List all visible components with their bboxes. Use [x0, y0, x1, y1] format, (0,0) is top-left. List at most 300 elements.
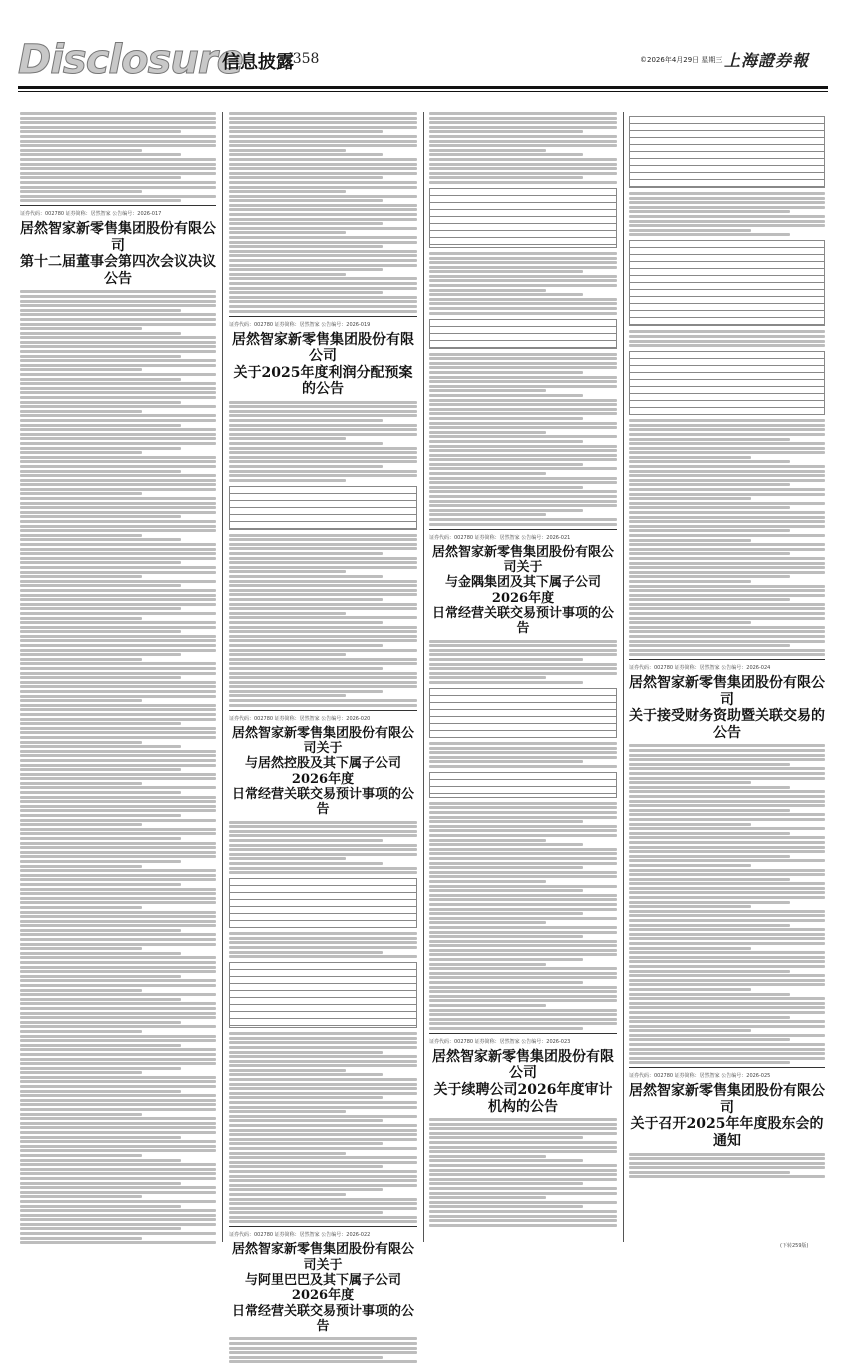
text-line — [20, 805, 216, 808]
text-line — [20, 832, 216, 835]
text-line — [20, 410, 142, 413]
text-line — [229, 547, 417, 550]
text-line — [20, 126, 216, 129]
text-line — [629, 344, 825, 347]
text-line — [429, 875, 617, 878]
text-line — [229, 584, 417, 587]
text-line — [629, 914, 825, 917]
text-line — [229, 1184, 417, 1187]
text-line — [20, 630, 181, 633]
notice-code: 证券代码：002780 证券简称：居然智家 公告编号：2026-025 — [629, 1073, 771, 1080]
text-line — [20, 534, 142, 537]
text-line — [229, 121, 417, 124]
text-line — [229, 1110, 346, 1113]
text-line — [20, 607, 181, 610]
text-line — [20, 1117, 216, 1120]
text-line — [229, 190, 346, 193]
text-line — [429, 362, 617, 365]
text-line — [429, 140, 617, 143]
text-line — [20, 635, 216, 638]
text-line — [229, 112, 417, 115]
text-line — [629, 206, 825, 209]
text-line — [429, 509, 583, 512]
text-line — [20, 195, 216, 198]
text-line — [20, 956, 216, 959]
text-line — [229, 1046, 417, 1049]
text-line — [429, 513, 546, 516]
text-line — [629, 965, 825, 968]
text-line — [429, 467, 617, 470]
text-line — [429, 279, 617, 282]
text-line — [20, 1099, 216, 1102]
text-line — [229, 195, 417, 198]
text-line — [20, 653, 181, 656]
text-line — [429, 894, 617, 897]
text-line — [429, 176, 583, 179]
text-line — [20, 998, 181, 1001]
text-line — [229, 250, 417, 253]
text-line — [20, 300, 216, 303]
text-line — [229, 204, 417, 207]
text-line — [20, 1126, 216, 1129]
text-line — [429, 417, 583, 420]
text-line — [20, 823, 142, 826]
text-line — [229, 176, 383, 179]
text-line — [20, 1080, 216, 1083]
text-line — [20, 897, 216, 900]
text-line — [629, 617, 825, 620]
text-line — [229, 259, 417, 262]
text-line — [20, 1182, 181, 1185]
text-line — [429, 921, 546, 924]
text-line — [629, 630, 825, 633]
text-line — [629, 869, 825, 872]
text-line — [629, 607, 825, 610]
text-line — [429, 149, 546, 152]
text-line — [229, 1055, 417, 1058]
text-line — [229, 208, 417, 211]
text-line — [429, 885, 617, 888]
text-line — [629, 1166, 825, 1169]
text-line — [429, 640, 617, 643]
text-line — [429, 1136, 583, 1139]
text-line — [20, 662, 216, 665]
text-line — [629, 224, 825, 227]
text-line — [20, 851, 216, 854]
text-line — [20, 745, 181, 748]
data-table — [629, 351, 825, 415]
text-line — [429, 270, 583, 273]
text-line — [429, 644, 617, 647]
text-line — [20, 1012, 216, 1015]
text-line — [629, 506, 790, 509]
text-line — [20, 947, 142, 950]
text-line — [429, 463, 583, 466]
text-line — [429, 266, 617, 269]
text-line — [229, 1060, 417, 1063]
text-line — [429, 949, 617, 952]
notice-title: 居然智家新零售集团股份有限公司关于 与金隅集团及其下属子公司2026年度 日常经营关联交易预计事项的公告 — [431, 544, 614, 637]
data-table — [429, 319, 617, 349]
text-line — [229, 612, 346, 615]
text-line — [20, 557, 216, 560]
separator — [229, 710, 417, 711]
text-line — [229, 557, 417, 560]
body-text — [429, 112, 617, 184]
text-line — [629, 598, 790, 601]
text-line — [229, 213, 417, 216]
text-line — [20, 465, 216, 468]
text-line — [629, 1048, 825, 1051]
text-line — [429, 880, 546, 883]
text-line — [20, 1205, 181, 1208]
text-line — [429, 972, 617, 975]
text-line — [20, 727, 216, 730]
notice-title: 居然智家新零售集团股份有限公司 关于2025年度利润分配预案的公告 — [232, 331, 414, 398]
text-line — [229, 955, 417, 958]
text-line — [229, 245, 383, 248]
text-line — [20, 158, 216, 161]
text-line — [229, 1211, 383, 1214]
text-line — [229, 1087, 417, 1090]
text-line — [629, 763, 790, 766]
text-line — [229, 1170, 417, 1173]
text-line — [229, 630, 417, 633]
text-line — [429, 990, 617, 993]
text-line — [229, 300, 417, 303]
text-line — [429, 1219, 617, 1222]
text-line — [429, 1192, 617, 1195]
text-line — [229, 401, 417, 404]
newspaper-name: 上海證券報 — [724, 51, 810, 70]
header-rule-thin — [18, 91, 828, 92]
text-line — [429, 816, 617, 819]
text-line — [429, 130, 583, 133]
text-line — [20, 117, 216, 120]
text-line — [429, 981, 583, 984]
text-line — [429, 293, 583, 296]
text-line — [629, 335, 825, 338]
text-line — [20, 888, 216, 891]
text-line — [429, 1155, 546, 1158]
disclosure-logo: Disclosure — [18, 37, 243, 83]
text-line — [429, 820, 583, 823]
text-line — [229, 857, 346, 860]
text-line — [629, 465, 825, 468]
text-line — [629, 1157, 825, 1160]
text-line — [20, 814, 181, 817]
text-line — [229, 570, 346, 573]
text-line — [229, 181, 417, 184]
text-line — [20, 1191, 216, 1194]
text-line — [20, 167, 216, 170]
data-table — [229, 962, 417, 1028]
text-line — [20, 378, 181, 381]
text-line — [20, 163, 216, 166]
text-line — [429, 172, 617, 175]
text-line — [629, 447, 825, 450]
text-line — [20, 920, 216, 923]
text-line — [20, 391, 216, 394]
text-line — [429, 440, 583, 443]
text-line — [20, 846, 216, 849]
text-line — [629, 924, 790, 927]
text-line — [429, 486, 583, 489]
text-line — [229, 580, 417, 583]
text-line — [429, 811, 617, 814]
text-line — [20, 405, 216, 408]
text-line — [20, 764, 216, 767]
text-line — [629, 777, 825, 780]
text-line — [629, 534, 825, 537]
text-line — [629, 438, 790, 441]
text-line — [229, 839, 383, 842]
text-line — [20, 327, 142, 330]
text-line — [20, 658, 142, 661]
text-line — [229, 414, 417, 417]
text-line — [429, 1215, 617, 1218]
text-line — [629, 330, 825, 333]
text-line — [629, 928, 825, 931]
text-line — [429, 153, 583, 156]
text-line — [429, 449, 617, 452]
text-line — [229, 126, 417, 129]
text-line — [429, 385, 617, 388]
text-line — [20, 1025, 216, 1028]
text-line — [429, 275, 617, 278]
body-text — [429, 252, 617, 315]
text-line — [229, 442, 383, 445]
text-line — [229, 616, 417, 619]
text-line — [629, 997, 825, 1000]
text-line — [229, 264, 417, 267]
text-line — [20, 961, 216, 964]
text-line — [20, 837, 181, 840]
text-line — [229, 635, 417, 638]
text-line — [229, 543, 417, 546]
text-line — [20, 396, 216, 399]
text-line — [229, 1152, 346, 1155]
text-line — [229, 867, 417, 870]
column-divider — [623, 112, 624, 1242]
text-line — [629, 626, 825, 629]
text-line — [20, 1223, 216, 1226]
text-line — [629, 910, 825, 913]
text-line — [229, 1347, 417, 1350]
text-line — [629, 603, 825, 606]
text-line — [429, 747, 617, 750]
text-line — [229, 199, 383, 202]
text-line — [20, 1154, 142, 1157]
text-line — [20, 718, 216, 721]
text-line — [429, 1201, 617, 1204]
text-line — [229, 1133, 417, 1136]
text-line — [20, 731, 216, 734]
text-line — [20, 759, 216, 762]
text-line — [629, 960, 825, 963]
body-text — [629, 744, 825, 1064]
text-line — [229, 1092, 417, 1095]
text-line — [20, 915, 216, 918]
text-line — [20, 332, 181, 335]
text-line — [20, 345, 216, 348]
text-line — [629, 758, 825, 761]
text-line — [429, 1146, 617, 1149]
text-line — [429, 1004, 546, 1007]
text-line — [20, 943, 216, 946]
text-line — [20, 295, 216, 298]
text-line — [229, 268, 383, 271]
text-line — [20, 690, 216, 693]
text-line — [629, 846, 825, 849]
text-line — [429, 889, 583, 892]
text-line — [629, 818, 825, 821]
text-line — [20, 777, 216, 780]
text-line — [229, 227, 417, 230]
text-line — [229, 433, 417, 436]
text-line — [629, 1043, 825, 1046]
text-line — [629, 1020, 825, 1023]
text-line — [20, 548, 216, 551]
text-line — [20, 497, 216, 500]
text-line — [429, 252, 617, 255]
text-line — [20, 979, 216, 982]
body-text — [629, 419, 825, 656]
text-line — [229, 552, 383, 555]
text-line — [20, 474, 216, 477]
text-line — [229, 1220, 417, 1223]
text-line — [229, 1129, 417, 1132]
text-line — [429, 357, 617, 360]
text-line — [229, 1342, 417, 1345]
body-text — [429, 640, 617, 684]
text-line — [629, 942, 825, 945]
text-line — [20, 506, 216, 509]
text-line — [429, 1141, 617, 1144]
text-line — [629, 823, 751, 826]
text-line — [20, 667, 216, 670]
text-line — [20, 911, 216, 914]
text-line — [20, 1062, 216, 1065]
text-line — [229, 287, 417, 290]
text-line — [629, 754, 825, 757]
text-line — [629, 552, 790, 555]
text-line — [20, 1168, 216, 1171]
text-line — [20, 575, 142, 578]
text-line — [20, 966, 216, 969]
text-line — [20, 368, 142, 371]
text-line — [20, 584, 181, 587]
text-line — [20, 736, 216, 739]
text-line — [20, 860, 181, 863]
text-line — [229, 1356, 383, 1359]
text-line — [20, 1136, 181, 1139]
text-line — [629, 859, 825, 862]
text-line — [629, 562, 825, 565]
text-line — [20, 612, 216, 615]
text-line — [629, 951, 825, 954]
text-line — [20, 975, 181, 978]
text-line — [20, 571, 216, 574]
text-line — [429, 1118, 617, 1121]
text-line — [20, 865, 142, 868]
text-line — [229, 941, 417, 944]
text-line — [229, 277, 417, 280]
text-line — [20, 1149, 216, 1152]
text-line — [629, 979, 825, 982]
text-line — [229, 1078, 417, 1081]
text-line — [229, 593, 417, 596]
text-line — [20, 414, 216, 417]
text-line — [20, 364, 216, 367]
text-line — [20, 433, 216, 436]
text-line — [20, 538, 181, 541]
text-line — [20, 1071, 142, 1074]
text-line — [629, 937, 825, 940]
column-1 — [20, 112, 216, 1242]
text-line — [229, 690, 383, 693]
text-line — [229, 830, 417, 833]
text-line — [429, 426, 617, 429]
text-line — [229, 296, 417, 299]
text-line — [429, 676, 546, 679]
separator — [229, 1226, 417, 1227]
text-line — [20, 970, 216, 973]
text-line — [429, 802, 617, 805]
text-line — [20, 1039, 216, 1042]
text-line — [20, 1237, 142, 1240]
text-line — [429, 490, 617, 493]
text-line — [20, 672, 216, 675]
text-line — [629, 1034, 825, 1037]
text-line — [629, 419, 825, 422]
text-line — [229, 644, 383, 647]
text-line — [229, 848, 417, 851]
text-line — [429, 649, 617, 652]
text-line — [429, 1018, 617, 1021]
text-line — [20, 1195, 142, 1198]
text-line — [629, 474, 825, 477]
text-line — [20, 594, 216, 597]
text-line — [429, 760, 583, 763]
text-line — [20, 704, 216, 707]
text-line — [20, 304, 216, 307]
text-line — [229, 1198, 417, 1201]
body-text — [229, 1337, 417, 1363]
text-line — [229, 534, 417, 537]
text-line — [229, 538, 417, 541]
data-table — [429, 688, 617, 738]
text-line — [20, 1058, 216, 1061]
separator — [429, 529, 617, 530]
text-line — [20, 1085, 216, 1088]
text-line — [20, 350, 216, 353]
text-line — [20, 318, 216, 321]
text-line — [229, 1142, 383, 1145]
text-line — [429, 940, 617, 943]
text-line — [20, 419, 216, 422]
text-line — [429, 958, 583, 961]
text-line — [229, 653, 346, 656]
text-line — [629, 919, 825, 922]
text-line — [629, 855, 790, 858]
text-line — [429, 926, 617, 929]
text-line — [429, 504, 617, 507]
text-line — [20, 855, 216, 858]
text-line — [629, 983, 825, 986]
separator — [629, 1067, 825, 1068]
text-line — [20, 617, 142, 620]
